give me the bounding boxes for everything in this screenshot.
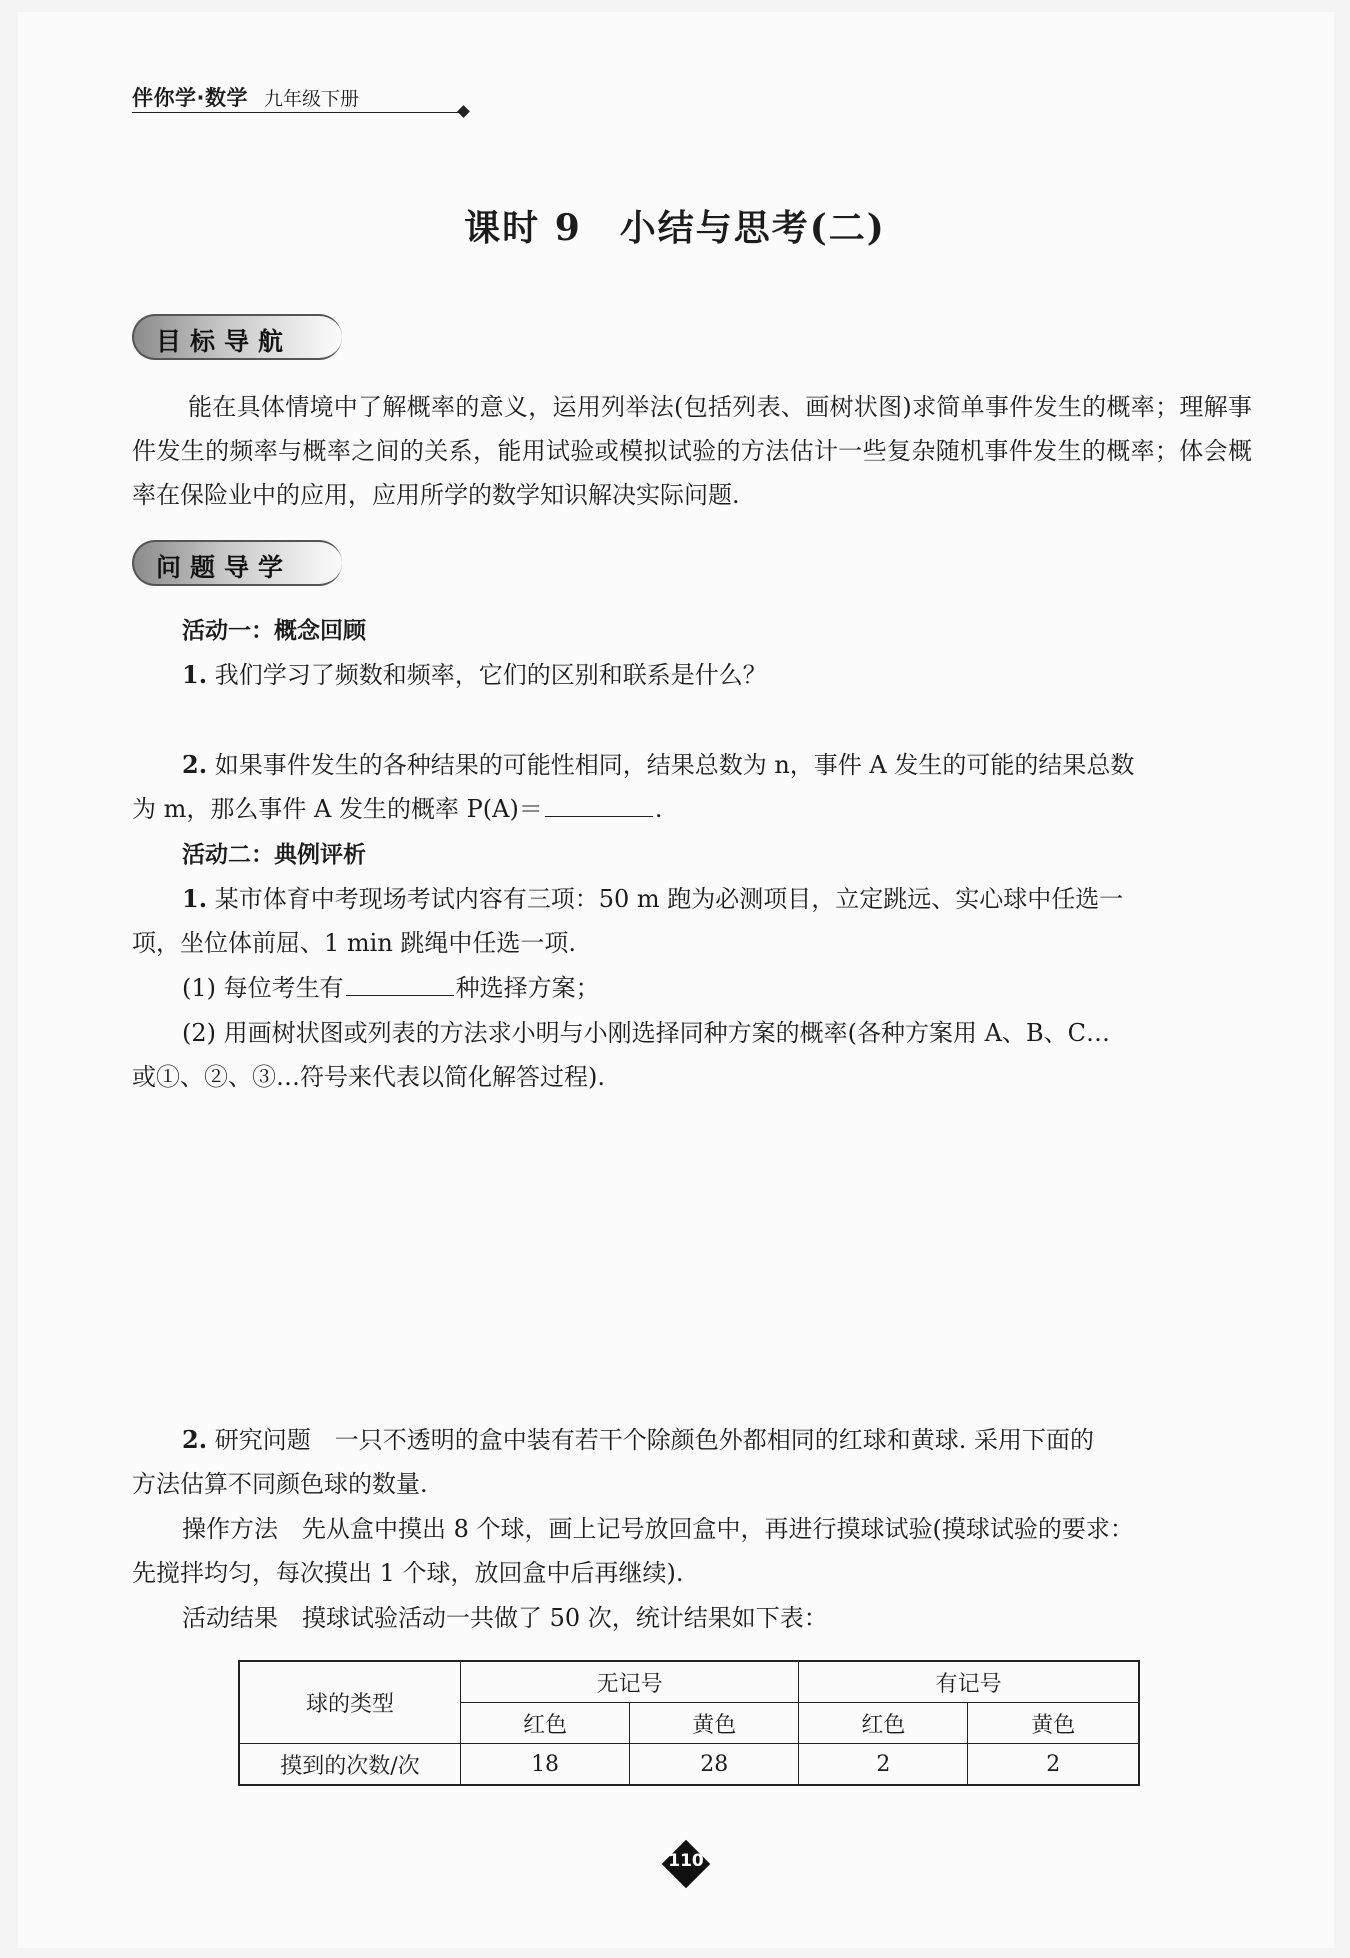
example2-method-line1: 操作方法 先从盒中摸出 8 个球，画上记号放回盒中，再进行摸球试验(摸球试验的要求：: [182, 1515, 1134, 1543]
example-number: 2.: [182, 1425, 208, 1454]
answer-blank[interactable]: [545, 794, 653, 817]
question-text: 我们学习了频数和频率，它们的区别和联系是什么？: [214, 661, 767, 689]
group-header-marked: 有记号: [799, 1661, 1139, 1703]
goals-paragraph: 能在具体情境中了解概率的意义，运用列举法(包括列表、画树状图)求简单事件发生的概率；理解事件发生的频率与概率之间的关系，能用试验或模拟试验的方法估计一些复杂随机事件发生的概率；体会概率在保险业中的应用，应用所学的数学知识解决实际问题.: [132, 393, 1252, 509]
example2-line1: [182, 1418, 1094, 1462]
sub-question-text: (1) 每位考生有: [182, 974, 344, 1002]
header-brand: 伴你学·数学: [132, 86, 248, 110]
page-number: 110: [668, 1851, 704, 1871]
example1-sub2-line1: (2) 用画树状图或列表的方法求小明与小刚选择同种方案的概率(各种方案用 A、B、C…: [182, 1019, 1110, 1047]
example1-line2: 项，坐位体前屈、1 min 跳绳中任选一项.: [132, 929, 577, 957]
header-rule: [132, 112, 464, 113]
question-text: 如果事件发生的各种结果的可能性相同，结果总数为 n，事件 A 发生的可能的结果总数: [214, 751, 1135, 779]
activity1-question1: [182, 653, 767, 697]
running-header: [132, 82, 359, 112]
page-number-badge: [664, 1842, 708, 1886]
count-cell: 2: [799, 1744, 968, 1786]
color-header: 黄色: [968, 1703, 1139, 1744]
example2-result: 活动结果 摸球试验活动一共做了 50 次，统计结果如下表：: [182, 1604, 828, 1632]
question-number: 1.: [182, 660, 208, 689]
section-label-study: 问题导学: [156, 553, 293, 582]
group-header-unmarked: 无记号: [461, 1661, 799, 1703]
example-number: 1.: [182, 884, 208, 913]
result-table: [238, 1660, 1140, 1786]
lesson-title: 课时 9 小结与思考(二): [464, 207, 886, 249]
example1-sub2-line2: 或①、②、③…符号来代表以简化解答过程).: [132, 1063, 605, 1091]
example-text: 研究问题 一只不透明的盒中装有若干个除颜色外都相同的红球和黄球. 采用下面的: [214, 1426, 1094, 1454]
table-row: [239, 1744, 1139, 1786]
example1-line1: [182, 877, 1123, 921]
count-cell: 28: [630, 1744, 799, 1786]
activity1-question2-line1: [182, 743, 1134, 787]
question-text: 为 m，那么事件 A 发生的概率 P(A)＝: [132, 795, 543, 823]
example1-sub1: [182, 966, 600, 1010]
color-header: 红色: [799, 1703, 968, 1744]
color-header: 黄色: [630, 1703, 799, 1744]
question-text-end: .: [654, 795, 663, 823]
count-cell: 2: [968, 1744, 1139, 1786]
answer-blank[interactable]: [346, 973, 454, 996]
example2-line2: 方法估算不同颜色球的数量.: [132, 1470, 428, 1498]
example-text: 某市体育中考现场考试内容有三项：50 m 跑为必测项目，立定跳远、实心球中任选一: [214, 885, 1124, 913]
activity1-question2-line2: [132, 787, 1262, 831]
count-cell: 18: [461, 1744, 630, 1786]
row-header-count: 摸到的次数/次: [239, 1744, 461, 1786]
table-row: [239, 1661, 1139, 1703]
header-grade: 九年级下册: [263, 88, 359, 110]
activity1-heading: 活动一：概念回顾: [182, 618, 366, 644]
section-label-goals: 目标导航: [156, 327, 293, 356]
color-header: 红色: [461, 1703, 630, 1744]
question-number: 2.: [182, 750, 208, 779]
activity2-heading: 活动二：典例评析: [182, 842, 366, 868]
section-badge-goals: [132, 314, 342, 360]
example2-method-line2: 先搅拌均匀，每次摸出 1 个球，放回盒中后再继续).: [132, 1559, 684, 1587]
row-header-type: 球的类型: [239, 1661, 461, 1744]
section-badge-study: [132, 540, 342, 586]
sub-question-text: 种选择方案；: [455, 974, 600, 1002]
